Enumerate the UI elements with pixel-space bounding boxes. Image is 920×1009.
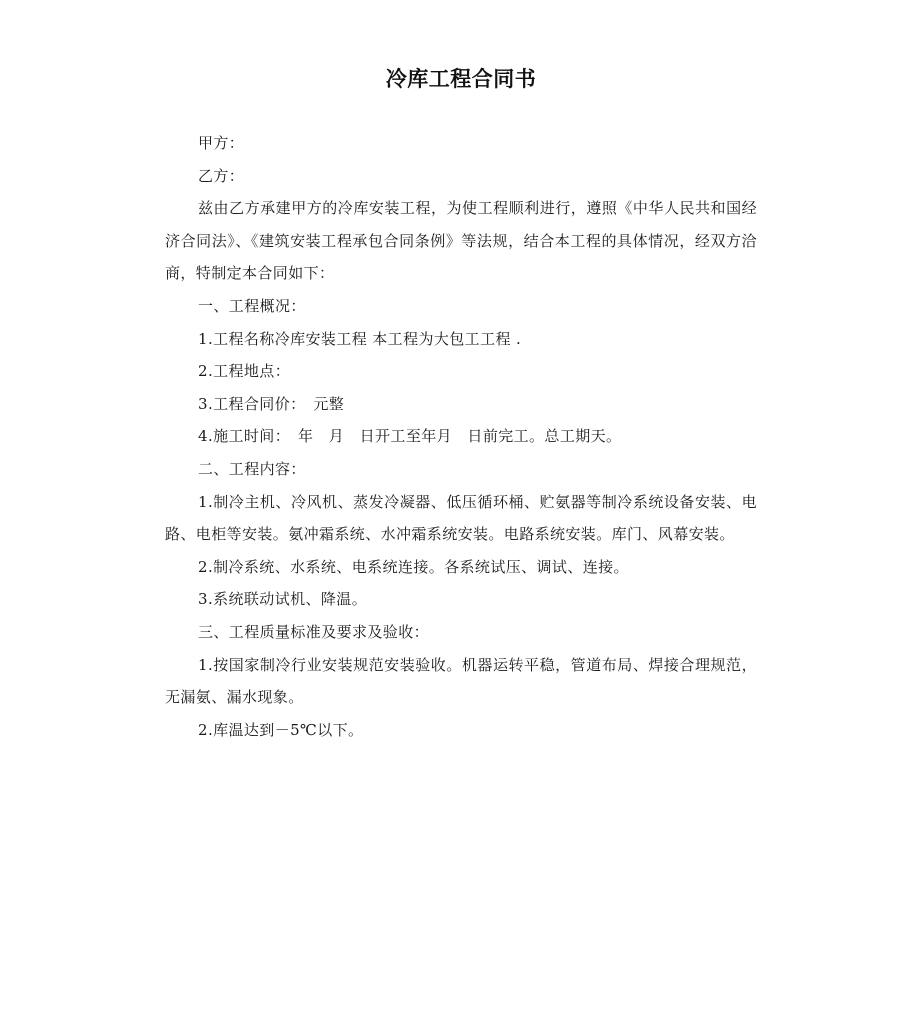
content-item-equipment: 1.制冷主机、冷风机、蒸发冷凝器、低压循环桶、贮氨器等制冷系统设备安装、电路、电柜等安装。氨冲霜系统、水冲霜系统安装。电路系统安装。库门、风幕安装。 [165,492,757,544]
preamble-paragraph: 兹由乙方承建甲方的冷库安装工程，为使工程顺利进行，遵照《中华人民共和国经济合同法》、《建筑安装工程承包合同条例》等法规，结合本工程的具体情况，经双方洽商，特制定本合同如下： [165,199,757,283]
quality-item-standard: 1.按国家制冷行业安装规范安装验收。机器运转平稳，管道布局、焊接合理规范，无漏氨、漏水现象。 [165,655,757,707]
quality-item-temperature: 2.库温达到－5℃以下。 [198,720,364,739]
overview-item-location: 2.工程地点： [198,362,291,381]
overview-item-price: 3.工程合同价： 元整 [198,394,345,413]
content-item-connection: 2.制冷系统、水系统、电系统连接。各系统试压、调试、连接。 [198,557,629,576]
content-item-commissioning: 3.系统联动试机、降温。 [198,590,368,609]
section-heading-content: 二、工程内容： [198,459,306,478]
overview-item-schedule: 4.施工时间： 年 月 日开工至年月 日前完工。总工期天。 [198,427,622,446]
section-heading-overview: 一、工程概况： [198,296,306,315]
document-title: 冷库工程合同书 [385,67,537,91]
party-b-line: 乙方： [198,166,245,185]
section-heading-quality: 三、工程质量标准及要求及验收： [198,622,430,641]
overview-item-name: 1.工程名称冷库安装工程 本工程为大包工工程 . [198,329,522,348]
document-body [165,127,757,746]
contract-page [165,62,757,746]
party-a-line: 甲方： [198,134,245,152]
